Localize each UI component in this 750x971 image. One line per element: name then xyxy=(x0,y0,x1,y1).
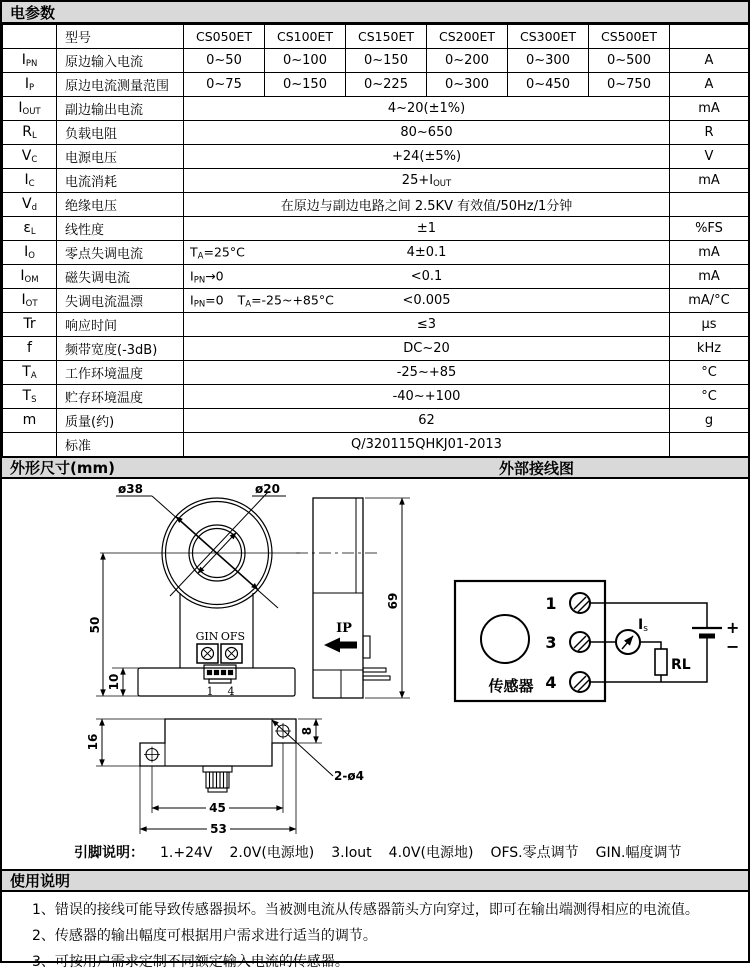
cell-value: 0~450 xyxy=(508,73,589,97)
pin-description-label: 引脚说明： xyxy=(74,845,144,861)
table-row xyxy=(3,73,749,97)
cell-value: ≤3 xyxy=(184,313,670,337)
test-condition: $I_{PN}\to 0$ xyxy=(190,268,224,285)
cell-value: 0~200 xyxy=(427,49,508,73)
cell-symbol xyxy=(3,433,57,457)
cell-value: 在原边与副边电路之间 2.5KV 有效值/50Hz/1分钟 xyxy=(184,193,670,217)
cell-model-label: 型号 xyxy=(57,25,184,49)
section-title-wiring: 外部接线图 xyxy=(499,459,575,477)
cell-name: 响应时间 xyxy=(57,313,184,337)
cell-name: 工作环境温度 xyxy=(57,361,184,385)
cell-symbol: $V_d$ xyxy=(3,193,57,217)
cell-value: -40~+100 xyxy=(184,385,670,409)
cell-value: 0~300 xyxy=(427,73,508,97)
usage-note-1: 1、错误的接线可能导致传感器损坏。当被测电流从传感器箭头方向穿过，即可在输出端测得相应的电流值。 xyxy=(32,902,699,918)
cell-name: 零点失调电流 xyxy=(57,241,184,265)
params-table-wrap xyxy=(0,24,750,456)
usage-notes xyxy=(0,892,750,970)
cell-unit: A xyxy=(670,49,749,73)
cell-value: 80~650 xyxy=(184,121,670,145)
base-outline xyxy=(140,719,296,766)
params-table xyxy=(2,24,749,456)
gain-trim-label: GIN xyxy=(195,630,219,643)
mounting-hole-left xyxy=(144,747,160,763)
cell-name: 贮存环境温度 xyxy=(57,385,184,409)
cell-symbol: $I_C$ xyxy=(3,169,57,193)
cell-value: 0~300 xyxy=(508,49,589,73)
cell-symbol: f xyxy=(3,337,57,361)
cell-symbol: $I_O$ xyxy=(3,241,57,265)
cell-value: DC~20 xyxy=(184,337,670,361)
pin-number-4: 4 xyxy=(227,685,235,698)
cell-model: CS500ET xyxy=(589,25,670,49)
cell-unit: kHz xyxy=(670,337,749,361)
table-row xyxy=(3,97,749,121)
cell-model: CS300ET xyxy=(508,25,589,49)
cell-name: 频带宽度(-3dB) xyxy=(57,337,184,361)
cell-name: 原边输入电流 xyxy=(57,49,184,73)
cell-symbol: $T_S$ xyxy=(3,385,57,409)
cell-value: Q/320115QHKJ01-2013 xyxy=(184,433,670,457)
table-row xyxy=(3,433,749,457)
cell-value: ±1 xyxy=(184,217,670,241)
table-row xyxy=(3,217,749,241)
dim-hole-span: 45 xyxy=(209,801,226,815)
battery-plus-label: + xyxy=(726,618,740,637)
dim-base-height: 10 xyxy=(107,673,121,691)
load-resistor xyxy=(655,649,667,675)
cell-unit: mA xyxy=(670,97,749,121)
pin-note-item: 1.+24V xyxy=(160,845,213,861)
cell-symbol: $R_L$ xyxy=(3,121,57,145)
cell-value: $25+I_{OUT}$ xyxy=(184,169,670,193)
usage-note-3: 3、可按用户需求定制不同额定输入电流的传感器。 xyxy=(32,954,349,970)
secondary-current-label: Is xyxy=(638,617,648,634)
front-view xyxy=(88,482,300,698)
cell-unit: %FS xyxy=(670,217,749,241)
cell-unit: A xyxy=(670,73,749,97)
table-row xyxy=(3,385,749,409)
cell-value: 0~750 xyxy=(589,73,670,97)
terminal-3 xyxy=(570,632,590,652)
ip-arrow xyxy=(324,638,357,653)
cell-unit xyxy=(670,433,749,457)
cell-unit: R xyxy=(670,121,749,145)
cell-name: 绝缘电压 xyxy=(57,193,184,217)
section-bar-usage xyxy=(0,869,750,892)
wire-positive xyxy=(590,603,707,628)
cell-model: CS150ET xyxy=(346,25,427,49)
table-row xyxy=(3,337,749,361)
hole-note: 2-ø4 xyxy=(334,769,364,783)
cell-value: 0~75 xyxy=(184,73,265,97)
cell-symbol xyxy=(3,25,57,49)
cell-name: 质量(约) xyxy=(57,409,184,433)
dim-base-width: 53 xyxy=(210,822,227,836)
load-resistor-label: RL xyxy=(671,657,691,673)
table-row xyxy=(3,313,749,337)
cell-unit: g xyxy=(670,409,749,433)
cell-value: 0~50 xyxy=(184,49,265,73)
terminal-4 xyxy=(570,672,590,692)
table-row-models xyxy=(3,25,749,49)
cell-unit: mA/°C xyxy=(670,289,749,313)
ammeter xyxy=(616,630,640,654)
cell-value: -25~+85 xyxy=(184,361,670,385)
usage-note-2: 2、传感器的输出幅度可根据用户需求进行适当的调节。 xyxy=(32,928,377,944)
battery xyxy=(692,628,722,636)
test-condition: $T_A=25^\circ C$ xyxy=(190,244,245,261)
primary-current-label: IP xyxy=(336,621,352,636)
cell-symbol: $T_A$ xyxy=(3,361,57,385)
cell-unit: μs xyxy=(670,313,749,337)
cell-name: 负载电阻 xyxy=(57,121,184,145)
cell-model: CS050ET xyxy=(184,25,265,49)
section-bar-dimensions xyxy=(0,456,750,479)
offset-trimmer xyxy=(221,644,242,663)
cell-unit: mA xyxy=(670,169,749,193)
dim-total-height: 69 xyxy=(386,592,400,610)
cell-unit: V xyxy=(670,145,749,169)
table-row xyxy=(3,193,749,217)
cell-symbol: $\varepsilon_L$ xyxy=(3,217,57,241)
cell-symbol: $V_C$ xyxy=(3,145,57,169)
cell-model: CS100ET xyxy=(265,25,346,49)
sensor-label: 传感器 xyxy=(488,677,534,695)
pin-note-item: 2.0V(电源地) xyxy=(229,845,315,861)
table-row xyxy=(3,169,749,193)
table-row xyxy=(3,121,749,145)
cell-symbol: $I_{OUT}$ xyxy=(3,97,57,121)
cell-value: 0~150 xyxy=(346,49,427,73)
cell-unit xyxy=(670,25,749,49)
cell-value: 0~225 xyxy=(346,73,427,97)
cell-name: 失调电流温漂 xyxy=(57,289,184,313)
table-row xyxy=(3,265,749,289)
drawings-area xyxy=(0,479,750,869)
bottom-view xyxy=(86,719,364,836)
table-row xyxy=(3,289,749,313)
cell-symbol: m xyxy=(3,409,57,433)
cell-value: +24(±5%) xyxy=(184,145,670,169)
offset-trim-label: OFS xyxy=(220,630,246,643)
pin-number-1: 1 xyxy=(206,685,214,698)
test-condition: $I_{PN}=0$ $T_A=-25\sim+85^\circ C$ xyxy=(190,292,334,309)
side-view xyxy=(296,498,410,698)
dim-body-height: 50 xyxy=(88,616,102,634)
gain-trimmer xyxy=(197,644,218,663)
section-title-usage: 使用说明 xyxy=(10,872,71,890)
cell-symbol: $I_{OT}$ xyxy=(3,289,57,313)
cell-unit: °C xyxy=(670,361,749,385)
section-title-dimensions: 外形尺寸(mm) xyxy=(10,459,115,477)
table-row xyxy=(3,145,749,169)
terminal-4-label: 4 xyxy=(545,673,557,692)
cell-name: 电源电压 xyxy=(57,145,184,169)
pin-note-item: GIN.幅度调节 xyxy=(595,845,682,861)
cell-symbol: $I_{PN}$ xyxy=(3,49,57,73)
dim-inner-diameter: ø20 xyxy=(255,482,280,496)
section-title-electrical: 电参数 xyxy=(10,3,56,22)
cell-name: 副边输出电流 xyxy=(57,97,184,121)
dim-outer-diameter: ø38 xyxy=(118,482,143,496)
table-row xyxy=(3,409,749,433)
cell-value: $I_{PN}=0$ $T_A=-25\sim+85^\circ C$ <0.005 xyxy=(184,289,670,313)
cell-value: 62 xyxy=(184,409,670,433)
pin-note-item: 4.0V(电源地) xyxy=(388,845,474,861)
table-row xyxy=(3,49,749,73)
dim-flange-height: 8 xyxy=(300,726,314,736)
dimension-drawings xyxy=(2,479,748,837)
cell-name: 磁失调电流 xyxy=(57,265,184,289)
cell-unit: mA xyxy=(670,265,749,289)
cell-value: $I_{PN}\to 0$ <0.1 xyxy=(184,265,670,289)
cell-symbol: $I_{OM}$ xyxy=(3,265,57,289)
terminal-1 xyxy=(570,593,590,613)
section-bar-electrical-params xyxy=(0,0,750,24)
table-row xyxy=(3,361,749,385)
pin-note-item: OFS.零点调节 xyxy=(490,845,579,861)
dim-base-thickness: 16 xyxy=(86,733,100,751)
cell-symbol: $I_P$ xyxy=(3,73,57,97)
cell-model: CS200ET xyxy=(427,25,508,49)
cell-unit: °C xyxy=(670,385,749,409)
cell-value: $T_A=25^\circ C$ 4±0.1 xyxy=(184,241,670,265)
cell-unit: mA xyxy=(670,241,749,265)
cell-name: 标准 xyxy=(57,433,184,457)
cell-value: 0~500 xyxy=(589,49,670,73)
cell-value: 0~150 xyxy=(265,73,346,97)
terminal-3-label: 3 xyxy=(545,633,557,652)
cell-symbol: Tr xyxy=(3,313,57,337)
pin-description xyxy=(74,842,699,862)
cell-value: 4~20(±1%) xyxy=(184,97,670,121)
table-row xyxy=(3,241,749,265)
cell-name: 原边电流测量范围 xyxy=(57,73,184,97)
cell-name: 线性度 xyxy=(57,217,184,241)
cell-value: 0~100 xyxy=(265,49,346,73)
bottom-connector xyxy=(203,766,232,792)
battery-minus-label: − xyxy=(726,637,740,656)
pin-note-item: 3.Iout xyxy=(331,845,372,861)
cell-unit xyxy=(670,193,749,217)
sensor-aperture xyxy=(481,615,529,663)
cell-name: 电流消耗 xyxy=(57,169,184,193)
wiring-diagram xyxy=(455,581,739,701)
terminal-1-label: 1 xyxy=(545,594,557,613)
